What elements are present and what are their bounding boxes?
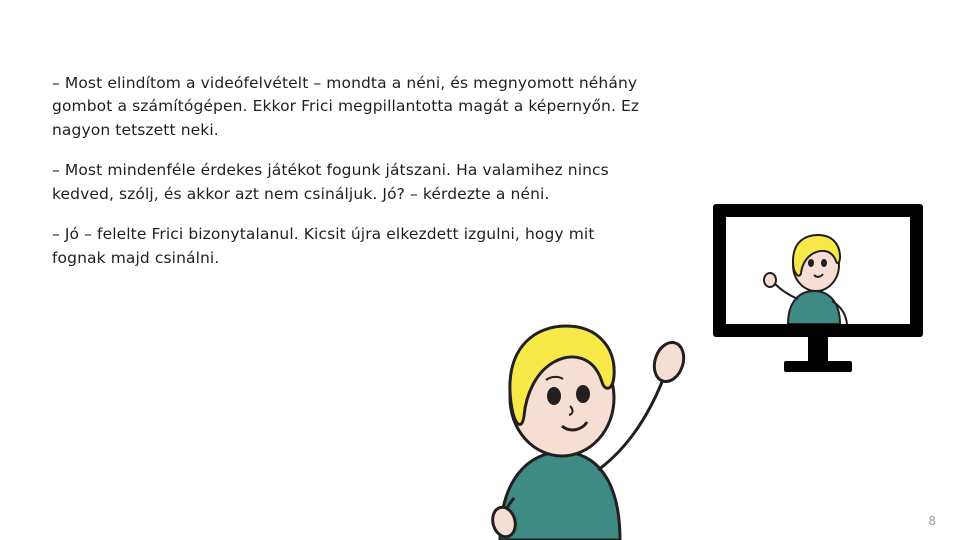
boy-waving-svg bbox=[470, 320, 700, 540]
on-screen-eye-left bbox=[808, 259, 814, 267]
paragraph-2: – Most mindenféle érdekes játékot fogunk játszani. Ha valamihez nincs kedved, szólj, és akkor azt nem csináljuk. Jó? – kérdezte a néni. bbox=[52, 161, 609, 203]
on-screen-arm-left bbox=[774, 283, 798, 299]
on-screen-hand-left bbox=[764, 273, 776, 287]
computer-monitor-illustration bbox=[713, 204, 923, 376]
monitor-screen bbox=[726, 217, 910, 324]
boy-eye-left bbox=[547, 387, 561, 405]
boy-waving-illustration bbox=[470, 320, 700, 540]
monitor-base bbox=[784, 361, 852, 372]
on-screen-eye-right bbox=[821, 259, 827, 267]
on-screen-shirt bbox=[788, 291, 840, 324]
boy-hand-right bbox=[650, 339, 689, 386]
on-screen-boy-illustration bbox=[726, 217, 910, 324]
monitor-neck bbox=[808, 337, 828, 361]
monitor-frame bbox=[713, 204, 923, 337]
story-text-block bbox=[52, 56, 652, 270]
paragraph-1: – Most elindítom a videófelvételt – mondta a néni, és megnyomott néhány gombot a számítógépen. Ekkor Frici megpillantotta magát a képernyőn. Ez nagyon tetszett neki. bbox=[52, 73, 640, 139]
paragraph-3: – Jó – felelte Frici bizonytalanul. Kicsit újra elkezdett izgulni, hogy mit fognak majd csinálni. bbox=[52, 225, 595, 267]
page-number: 8 bbox=[928, 514, 936, 528]
boy-eye-right bbox=[576, 385, 590, 403]
